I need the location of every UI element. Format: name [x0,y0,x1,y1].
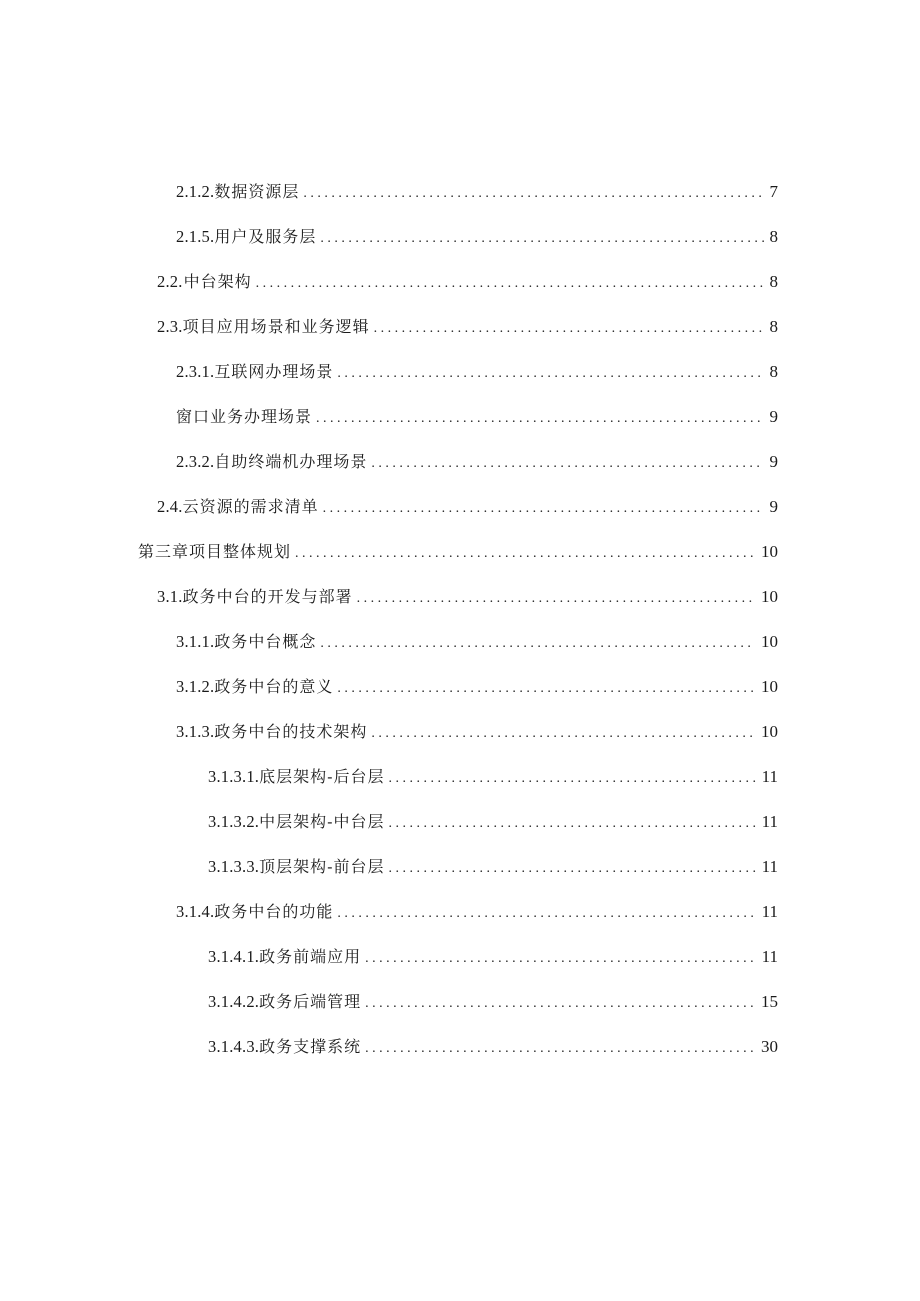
toc-entry-page: 11 [761,767,778,786]
toc-entry-number: 3.1.3.1. [208,767,260,786]
toc-entry-page: 11 [761,857,778,876]
toc-dot-leader [371,721,755,747]
toc-dot-leader [337,676,755,702]
toc-entry-3-1-2[interactable] [176,674,778,700]
toc-dot-leader [303,181,763,207]
toc-entry-title: 底层架构-后台层 [259,767,385,786]
toc-entry-title: 数据资源层 [214,182,300,201]
toc-entry-number: 2.1.5. [176,227,215,246]
toc-entry-number: 3.1.4.2. [208,992,260,1011]
toc-entry-page: 10 [761,722,778,741]
toc-entry-title: 政务中台的开发与部署 [182,587,353,606]
toc-dot-leader [323,496,764,522]
toc-entry-number: 3.1.1. [176,632,215,651]
toc-entry-page: 10 [761,542,778,561]
toc-entry-number: 3.1.2. [176,677,215,696]
toc-dot-leader [256,271,764,297]
toc-dot-leader [337,361,763,387]
toc-entry-3-1-3[interactable] [176,719,778,745]
toc-dot-leader [389,856,756,882]
toc-entry-2-4[interactable] [157,494,778,520]
toc-entry-title: 中层架构-中台层 [259,812,385,831]
toc-dot-leader [365,946,756,972]
toc-entry-2-3-2[interactable] [176,449,778,475]
toc-dot-leader [320,226,763,252]
toc-dot-leader [374,316,764,342]
toc-entry-number: 3.1.3.3. [208,857,260,876]
toc-entry-number: 2.3.2. [176,452,215,471]
toc-entry-3-1-3-1[interactable] [208,764,778,790]
toc-entry-number: 2.4. [157,497,183,516]
toc-entry-number: 3.1.4.1. [208,947,260,966]
toc-entry-page: 10 [761,587,778,606]
toc-entry-page: 9 [769,452,778,471]
toc-entry-page: 11 [761,947,778,966]
toc-entry-title: 政务中台概念 [214,632,317,651]
toc-entry-title: 自助终端机办理场景 [214,452,368,471]
toc-entry-3-1-3-2[interactable] [208,809,778,835]
toc-entry-3-1-3-3[interactable] [208,854,778,880]
toc-entry-chapter-3[interactable] [138,539,778,565]
toc-entry-page: 30 [761,1037,778,1056]
toc-entry-page: 8 [769,227,778,246]
toc-dot-leader [316,406,763,432]
toc-entry-number: 2.3.1. [176,362,215,381]
toc-entry-title: 中台架构 [183,272,252,291]
toc-entry-page: 8 [769,272,778,291]
toc-entry-3-1-4-3[interactable] [208,1034,778,1060]
toc-entry-title: 顶层架构-前台层 [259,857,385,876]
toc-entry-title: 用户及服务层 [214,227,317,246]
toc-entry-2-1-5[interactable] [176,224,778,250]
toc-entry-number: 3.1.3.2. [208,812,260,831]
toc-entry-page: 8 [769,317,778,336]
toc-entry-number: 2.3. [157,317,183,336]
toc-entry-number: 2.1.2. [176,182,215,201]
toc-entry-title: 项目应用场景和业务逻辑 [182,317,370,336]
toc-dot-leader [365,991,755,1017]
toc-entry-page: 11 [761,902,778,921]
toc-entry-2-2[interactable] [157,269,778,295]
toc-dot-leader [337,901,755,927]
toc-entry-page: 8 [769,362,778,381]
toc-entry-2-3[interactable] [157,314,778,340]
toc-dot-leader [357,586,755,612]
toc-entry-3-1-4-1[interactable] [208,944,778,970]
toc-dot-leader [295,541,755,567]
toc-entry-title: 政务后端管理 [259,992,362,1011]
toc-entry-page: 7 [769,182,778,201]
toc-entry-number: 3.1. [157,587,183,606]
toc-entry-title: 云资源的需求清单 [182,497,319,516]
toc-entry-3-1-1[interactable] [176,629,778,655]
toc-dot-leader [365,1036,755,1062]
toc-dot-leader [371,451,763,477]
toc-entry-2-3-1[interactable] [176,359,778,385]
toc-dot-leader [389,766,756,792]
toc-entry-title: 政务前端应用 [259,947,362,966]
toc-entry-page: 11 [761,812,778,831]
toc-entry-2-1-2[interactable] [176,179,778,205]
toc-entry-page: 10 [761,677,778,696]
toc-entry-title: 政务中台的意义 [214,677,334,696]
toc-entry-title: 第三章项目整体规划 [138,542,292,561]
toc-entry-3-1-4[interactable] [176,899,778,925]
toc-entry-title: 互联网办理场景 [214,362,334,381]
toc-entry-number: 3.1.3. [176,722,215,741]
toc-dot-leader [389,811,756,837]
toc-entry-page: 9 [769,407,778,426]
toc-entry-title: 政务支撑系统 [259,1037,362,1056]
toc-entry-number: 2.2. [157,272,183,291]
toc-entry-3-1[interactable] [157,584,778,610]
toc-entry-title: 政务中台的技术架构 [214,722,368,741]
toc-entry-title: 窗口业务办理场景 [176,407,313,426]
toc-entry-title: 政务中台的功能 [214,902,334,921]
toc-entry-page: 15 [761,992,778,1011]
toc-entry-page: 10 [761,632,778,651]
toc-entry-number: 3.1.4. [176,902,215,921]
toc-entry-window-business[interactable] [176,404,778,430]
toc-dot-leader [320,631,755,657]
toc-entry-3-1-4-2[interactable] [208,989,778,1015]
toc-entry-page: 9 [769,497,778,516]
toc-entry-number: 3.1.4.3. [208,1037,260,1056]
